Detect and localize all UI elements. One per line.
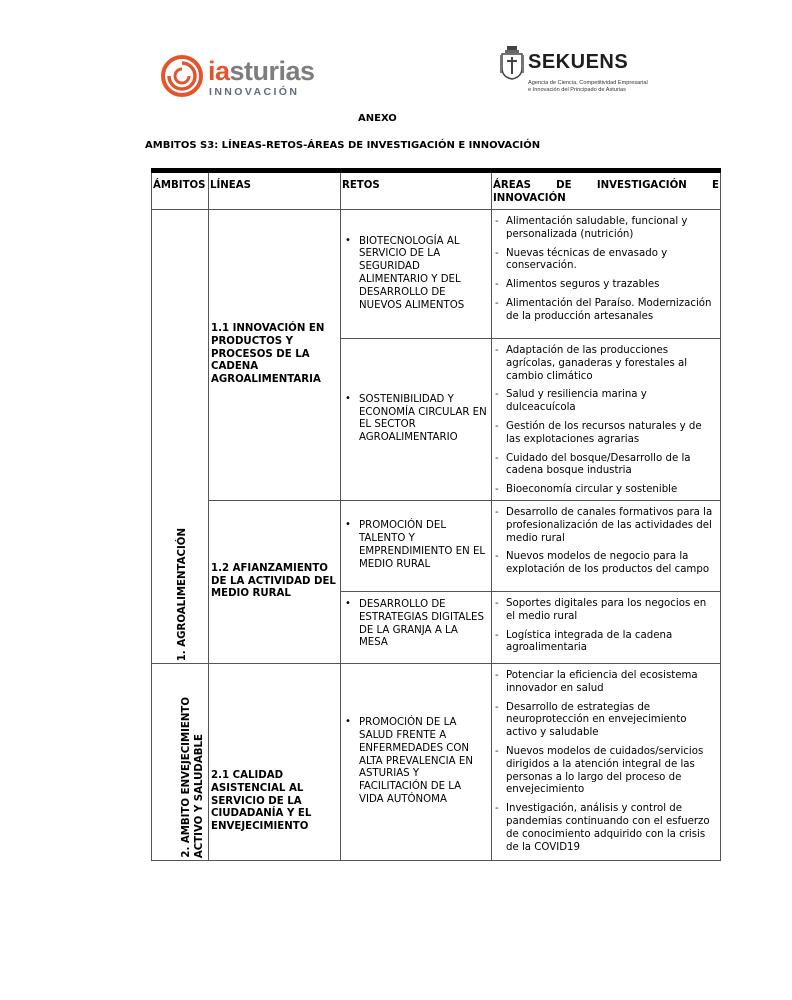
dash-icon: - bbox=[495, 669, 499, 681]
area-item: - Potenciar la eficiencia del ecosistema innovador en salud bbox=[495, 669, 698, 694]
reto-item: • PROMOCIÓN DE LA SALUD FRENTE A ENFERMEDADES CON ALTA PREVALENCIA EN ASTURIAS Y FACILITACIÓN DE LA VIDA AUTÓNOMA bbox=[345, 716, 473, 805]
area-item: - Nuevos modelos de cuidados/servicios dirigidos a la atención integral de las personas a lo largo del proceso de envejecimiento bbox=[495, 745, 704, 796]
dash-icon: - bbox=[495, 247, 499, 259]
dash-icon: - bbox=[495, 597, 499, 609]
table-row bbox=[152, 663, 721, 860]
reto-item: • BIOTECNOLOGÍA AL SERVICIO DE LA SEGURIDAD ALIMENTARIO Y DEL DESARROLLO DE NUEVOS ALIMENTOS bbox=[345, 234, 465, 311]
area-item: - Logística integrada de la cadena agroalimentaria bbox=[495, 629, 673, 654]
areas-cell bbox=[492, 591, 721, 663]
dash-icon: - bbox=[495, 345, 499, 356]
dash-icon: - bbox=[495, 216, 499, 227]
areas-cell bbox=[492, 663, 721, 860]
bullet-icon: • bbox=[345, 234, 351, 246]
table-header-row bbox=[152, 171, 721, 210]
iasturias-subtitle: INNOVACIÓN bbox=[209, 86, 300, 98]
iasturias-logo bbox=[160, 52, 315, 100]
reto-item: • PROMOCIÓN DEL TALENTO Y EMPRENDIMIENTO EN EL MEDIO RURAL bbox=[345, 519, 486, 570]
reto-cell bbox=[341, 210, 492, 339]
document-title: AMBITOS S3: LÍNEAS-RETOS-ÁREAS DE INVESTIGACIÓN E INNOVACIÓN bbox=[145, 140, 541, 151]
area-item: - Nuevos modelos de negocio para la explotación de los productos del campo bbox=[495, 551, 710, 576]
ring-logo-icon bbox=[160, 54, 206, 100]
area-item: - Soportes digitales para los negocios en el medio rural bbox=[495, 597, 707, 622]
dash-icon: - bbox=[495, 279, 499, 291]
table-row bbox=[152, 500, 721, 591]
areas-cell bbox=[492, 210, 721, 339]
reto-cell bbox=[341, 500, 492, 591]
dash-icon: - bbox=[495, 484, 499, 496]
dash-icon: - bbox=[495, 551, 499, 563]
ambito-label: ACTIVO Y SALUDABLE bbox=[194, 733, 205, 858]
reto-item: • DESARROLLO DE ESTRATEGIAS DIGITALES DE LA GRANJA A LA MESA bbox=[345, 597, 484, 649]
table-row bbox=[152, 210, 721, 339]
areas-cell bbox=[492, 339, 721, 501]
dash-icon: - bbox=[495, 297, 499, 309]
bullet-icon: • bbox=[345, 519, 351, 531]
iasturias-brand: iasturias bbox=[208, 56, 315, 86]
dash-icon: - bbox=[495, 745, 499, 757]
area-item: - Desarrollo de canales formativos para la profesionalización de las actividades del medio rural bbox=[495, 506, 713, 544]
dash-icon: - bbox=[495, 506, 499, 518]
dash-icon: - bbox=[495, 389, 499, 401]
areas-cell bbox=[492, 500, 721, 591]
sekuens-subtitle: Agencia de Ciencia, Competitividad Empresarial e Innovación del Principado de Asturias bbox=[528, 80, 648, 93]
area-item: - Investigación, análisis y control de pandemias continuando con el esfuerzo de conocimiento adquirido con la crisis de la COVID19 bbox=[495, 803, 710, 853]
sekuens-logo bbox=[498, 46, 658, 102]
area-item: - Bioeconomía circular y sostenible bbox=[495, 484, 678, 496]
ambito-label: 1. AGROALIMENTACIÓN bbox=[177, 527, 188, 661]
area-item: - Gestión de los recursos naturales y de las explotaciones agrarias bbox=[495, 420, 702, 445]
linea-cell: 1.1 INNOVACIÓN EN PRODUCTOS Y PROCESOS DE LA CADENA AGROALIMENTARIA bbox=[209, 210, 341, 501]
anexo-heading: ANEXO bbox=[358, 113, 397, 124]
area-item: - Alimentación del Paraíso. Modernización de la producción artesanales bbox=[495, 297, 712, 322]
linea-cell: 2.1 CALIDAD ASISTENCIAL AL SERVICIO DE LA CIUDADANÍA Y EL ENVEJECIMIENTO bbox=[209, 663, 341, 860]
sekuens-brand: SEKUENS bbox=[528, 51, 629, 73]
bullet-icon: • bbox=[345, 392, 351, 404]
ambito-cell-agro bbox=[152, 210, 209, 664]
reto-item: • SOSTENIBILIDAD Y ECONOMÍA CIRCULAR EN EL SECTOR AGROALIMENTARIO bbox=[345, 392, 487, 444]
area-item: - Alimentos seguros y trazables bbox=[495, 279, 660, 291]
asturias-coat-of-arms-icon bbox=[500, 46, 524, 80]
area-item: - Cuidado del bosque/Desarrollo de la cadena bosque industria bbox=[495, 452, 691, 477]
dash-icon: - bbox=[495, 701, 499, 713]
bullet-icon: • bbox=[345, 597, 351, 609]
area-item: - Salud y resiliencia marina y dulceacuícola bbox=[495, 389, 647, 414]
reto-cell bbox=[341, 339, 492, 501]
dash-icon: - bbox=[495, 629, 499, 641]
bullet-icon: • bbox=[345, 716, 351, 728]
linea-cell: 1.2 AFIANZAMIENTO DE LA ACTIVIDAD DEL MEDIO RURAL bbox=[209, 500, 341, 663]
area-item: - Nuevas técnicas de envasado y conservación. bbox=[495, 247, 668, 272]
reto-cell bbox=[341, 663, 492, 860]
dash-icon: - bbox=[495, 420, 499, 432]
ambito-cell-envejecimiento bbox=[152, 663, 209, 860]
header-ambitos: ÁMBITOS bbox=[152, 171, 209, 210]
ambito-label: 2. AMBITO ENVEJECIMIENTO bbox=[181, 697, 192, 858]
area-item: - Adaptación de las producciones agrícolas, ganaderas y forestales al cambio climático bbox=[495, 345, 688, 382]
dash-icon: - bbox=[495, 803, 499, 815]
reto-cell bbox=[341, 591, 492, 663]
header-lineas: LÍNEAS bbox=[209, 171, 341, 210]
area-item: - Alimentación saludable, funcional y personalizada (nutrición) bbox=[495, 216, 688, 240]
ambitos-table bbox=[151, 168, 721, 861]
header-areas: ÁREAS DE INVESTIGACIÓN E INNOVACIÓN bbox=[492, 171, 721, 210]
dash-icon: - bbox=[495, 452, 499, 464]
area-item: - Desarrollo de estrategias de neuroprotección en envejecimiento activo y saludable bbox=[495, 701, 687, 739]
header-retos: RETOS bbox=[341, 171, 492, 210]
